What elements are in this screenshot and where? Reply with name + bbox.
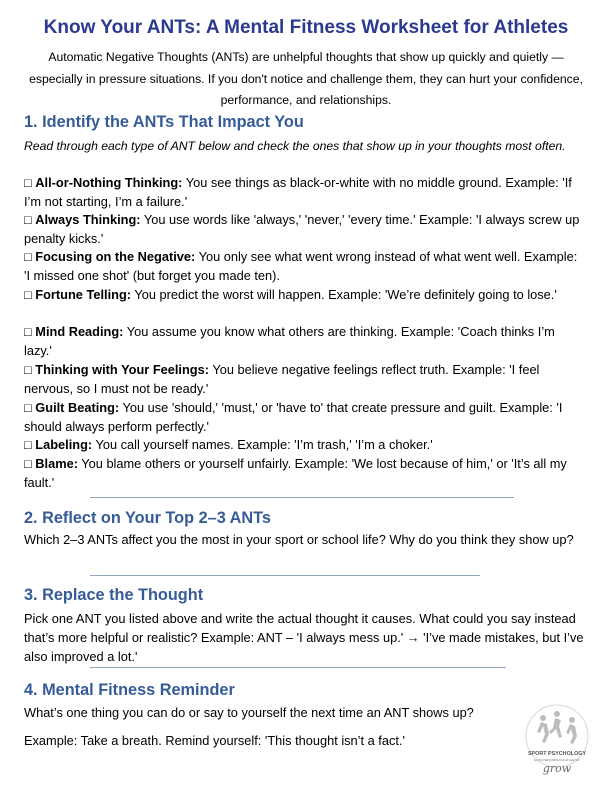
section-2-heading: 2. Reflect on Your Top 2–3 ANTs [24, 509, 271, 527]
section-1-heading: 1. Identify the ANTs That Impact You [24, 113, 304, 131]
checkbox-icon[interactable]: □ [24, 362, 32, 377]
ant-description: You only see what went wrong instead of what went well. Example: 'I missed one shot' (but forget you made ten). [24, 249, 578, 283]
logo-subtext: ELITE PERFORMANCE ATHLETES [534, 758, 580, 762]
ant-description: You assume you know what others are thinking. Example: 'Coach thinks I’m lazy.' [24, 324, 555, 358]
checkbox-icon[interactable]: □ [24, 175, 32, 190]
ant-item[interactable] [24, 361, 584, 399]
ant-item[interactable] [24, 174, 584, 212]
logo-script: grow [542, 762, 572, 775]
section-3-heading: 3. Replace the Thought [24, 586, 204, 604]
section-4-example: Example: Take a breath. Remind yourself: 'This thought isn’t a fact.' [24, 733, 405, 748]
logo-text: SPORT PSYCHOLOGY [527, 751, 587, 757]
ant-description: You see things as black-or-white with no middle ground. Example: 'If I’m not starting, I’m a failure.' [24, 175, 572, 209]
ant-name: Guilt Beating: [35, 400, 120, 415]
ant-description: You believe negative feelings reflect truth. Example: 'I feel nervous, so I must not be ready.' [24, 362, 540, 396]
section-divider [90, 667, 506, 668]
ant-item[interactable] [24, 286, 584, 305]
checkbox-icon[interactable]: □ [24, 400, 32, 415]
section-4-heading: 4. Mental Fitness Reminder [24, 681, 235, 699]
checkbox-icon[interactable]: □ [24, 249, 32, 264]
ant-description: You blame others or yourself unfairly. Example: 'We lost because of him,' or 'It’s all my fault.' [24, 456, 567, 490]
ant-description: You predict the worst will happen. Example: 'We’re definitely going to lose.' [131, 287, 557, 302]
section-3-prompt: Pick one ANT you listed above and write the actual thought it causes. What could you say instead that’s more helpful or realistic? Example: ANT – 'I always mess up.' → 'I’ve made mistakes, but I’ve also improved a lot.' [24, 611, 584, 664]
ant-item[interactable] [24, 399, 584, 437]
ant-description: You use 'should,' 'must,' or 'have to' that create pressure and guilt. Example: 'I should always perform perfectly.' [24, 400, 563, 434]
section-4-prompt: What’s one thing you can do or say to yourself the next time an ANT shows up? [24, 705, 474, 720]
ant-item[interactable] [24, 248, 584, 286]
page-title: Know Your ANTs: A Mental Fitness Worksheet for Athletes [43, 17, 569, 38]
ant-description: You call yourself names. Example: 'I’m trash,' 'I’m a choker.' [92, 437, 433, 452]
ant-name: Thinking with Your Feelings: [35, 362, 210, 377]
ant-name: Fortune Telling: [35, 287, 132, 302]
checkbox-icon[interactable]: □ [24, 437, 32, 452]
sport-psychology-logo [523, 702, 591, 782]
ant-item[interactable] [24, 455, 584, 493]
ant-name: Focusing on the Negative: [35, 249, 196, 264]
checkbox-icon[interactable]: □ [24, 287, 32, 302]
checkbox-icon[interactable]: □ [24, 212, 32, 227]
ant-name: All-or-Nothing Thinking: [35, 175, 183, 190]
section-2-prompt: Which 2–3 ANTs affect you the most in your sport or school life? Why do you think they show up? [24, 532, 574, 547]
ant-description: You use words like 'always,' 'never,' 'every time.' Example: 'I always screw up penalty kicks.' [24, 212, 580, 246]
athlete-figures-icon [537, 711, 577, 744]
ant-name: Blame: [35, 456, 78, 471]
checkbox-icon[interactable]: □ [24, 324, 32, 339]
section-1-instruction: Read through each type of ANT below and check the ones that show up in your thoughts most often. [24, 139, 566, 153]
ant-item[interactable] [24, 436, 584, 455]
section-divider [90, 497, 514, 498]
ant-item[interactable] [24, 323, 584, 361]
ant-name: Mind Reading: [35, 324, 124, 339]
ant-item[interactable] [24, 211, 584, 249]
ant-name: Labeling: [35, 437, 93, 452]
section-divider [90, 575, 480, 576]
ant-name: Always Thinking: [35, 212, 141, 227]
intro-text: Automatic Negative Thoughts (ANTs) are unhelpful thoughts that show up quickly and quietly — especially in pressure situations. If you don't notice and challenge them, they can hurt your confidence, performance, and relationships. [29, 50, 583, 107]
checkbox-icon[interactable]: □ [24, 456, 32, 471]
